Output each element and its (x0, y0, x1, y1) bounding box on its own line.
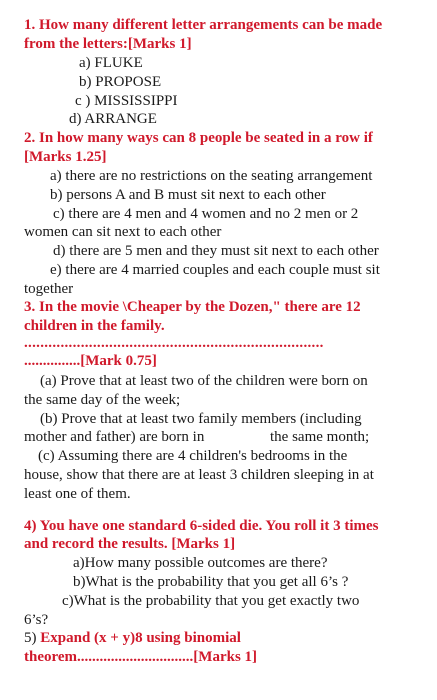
q5-title-line1 (24, 629, 241, 647)
q2-option-d: d) there are 5 men and they must sit next to each other (53, 243, 379, 259)
q3-marks: ...............[Mark 0.75] (24, 353, 157, 369)
q3-part-c-line1: (c) Assuming there are 4 children's bedrooms in the (38, 448, 348, 464)
q3-part-a-line2: the same day of the week; (24, 392, 181, 408)
q3-part-c-line2: house, show that there are at least 3 children sleeping in at (24, 467, 374, 483)
q3-title-line1: 3. In the movie \Cheaper by the Dozen," there are 12 (24, 299, 361, 315)
q2-option-e-line1: e) there are 4 married couples and each couple must sit (50, 262, 380, 278)
q2-title-line2: [Marks 1.25] (24, 149, 107, 165)
q4-part-c-line2: 6’s? (24, 612, 49, 628)
q2-option-a: a) there are no restrictions on the seating arrangement (50, 168, 373, 184)
q1-option-a: a) FLUKE (79, 55, 143, 71)
q1-option-c: c ) MISSISSIPPI (75, 93, 178, 109)
q5-title-text: Expand (x + y)8 using binomial (40, 630, 241, 646)
q2-option-c-line2: women can sit next to each other (24, 224, 222, 240)
q5-number: 5) (24, 630, 41, 646)
q3-part-b-line1: (b) Prove that at least two family members (including (40, 411, 362, 427)
q2-option-e-line2: together (24, 281, 74, 297)
q2-option-b: b) persons A and B must sit next to each other (50, 187, 326, 203)
q3-part-b-line2b: the same month; (270, 429, 370, 445)
q2-option-c-line1: c) there are 4 men and 4 women and no 2 men or 2 (53, 206, 359, 222)
q4-part-b: b)What is the probability that you get all 6’s ? (73, 574, 349, 590)
q3-dotted-line: .......................................................................... (24, 335, 324, 351)
q1-option-d: d) ARRANGE (69, 111, 157, 127)
q3-part-c-line3: least one of them. (24, 486, 131, 502)
q1-option-b: b) PROPOSE (79, 74, 162, 90)
q5-title-line2: theorem...............................[Marks 1] (24, 649, 258, 665)
q4-title-line2: and record the results. [Marks 1] (24, 536, 236, 552)
q4-part-c-line1: c)What is the probability that you get exactly two (62, 593, 360, 609)
q2-title-line1: 2. In how many ways can 8 people be seated in a row if (24, 130, 373, 146)
q3-part-a-line1: (a) Prove that at least two of the children were born on (40, 373, 368, 389)
q3-part-b-line2a: mother and father) are born in (24, 429, 205, 445)
q4-part-a: a)How many possible outcomes are there? (73, 555, 328, 571)
q1-title-line2: from the letters:[Marks 1] (24, 36, 192, 52)
q1-title-line1: 1. How many different letter arrangements can be made (24, 17, 383, 33)
q4-title-line1: 4) You have one standard 6-sided die. You roll it 3 times (24, 518, 379, 534)
q3-title-line2: children in the family. (24, 318, 165, 334)
